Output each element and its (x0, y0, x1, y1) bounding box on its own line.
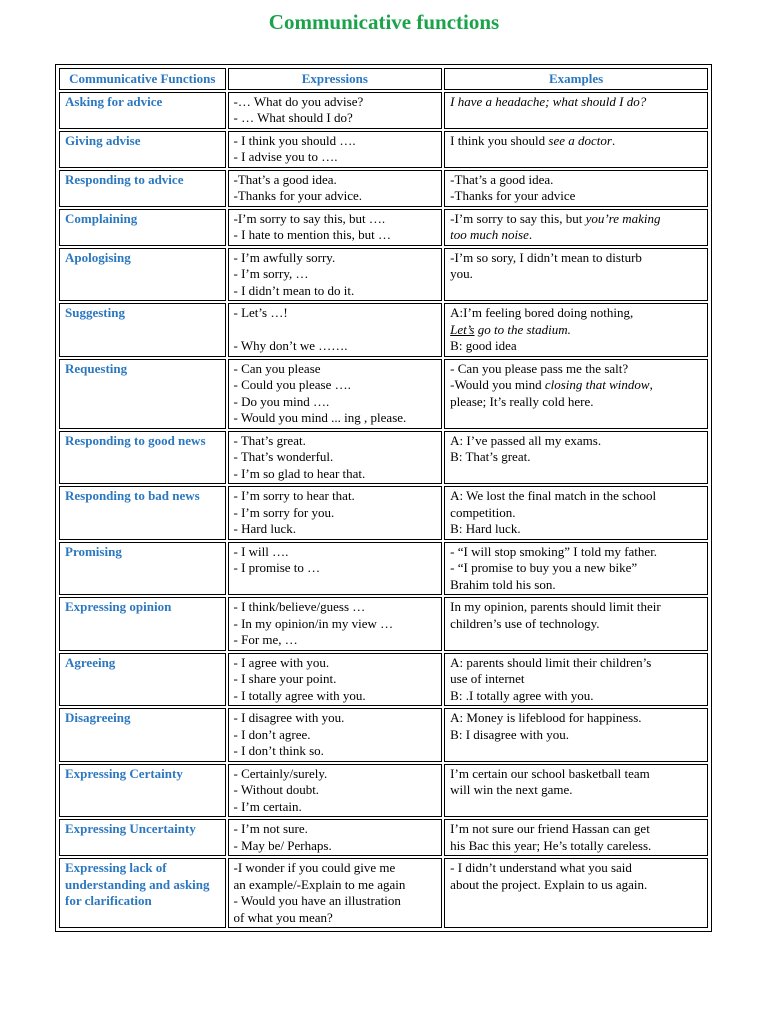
expression-line: - Hard luck. (233, 521, 296, 536)
table-row (59, 248, 708, 302)
table-row (59, 486, 708, 540)
example-line (450, 544, 703, 561)
expressions-cell (228, 209, 443, 246)
example-line (450, 821, 703, 838)
example-text: see a doctor (548, 132, 612, 148)
example-line (450, 671, 703, 688)
example-cell (444, 359, 708, 429)
expression-line: - Can you please (233, 360, 321, 376)
function-name-cell: Giving advise (59, 131, 226, 168)
expression-line: - I don’t agree. (233, 726, 311, 742)
page-title: Communicative functions (268, 10, 500, 34)
expressions-cell (228, 359, 443, 429)
expression-line: - I promise to … (233, 560, 321, 575)
example-cell (444, 597, 708, 651)
example-text: A:I’m feeling bored doing nothing, (450, 305, 634, 320)
example-text: use of internet (450, 671, 525, 686)
function-name-cell: Apologising (59, 248, 226, 302)
expressions-cell (228, 486, 443, 540)
function-name-cell: Expressing opinion (59, 597, 226, 651)
example-text: closing that window (544, 377, 650, 392)
expression-line: - I didn’t mean to do it. (233, 282, 355, 298)
example-cell (444, 764, 708, 818)
example-line (450, 710, 703, 727)
example-cell (444, 92, 708, 129)
expressions-cell (228, 708, 443, 762)
expression-line: - Without doubt. (233, 782, 320, 797)
expression-line: -Thanks for your advice. (233, 188, 363, 203)
example-text: - Can you please pass me the salt? (450, 360, 629, 376)
example-text: B: Hard luck. (450, 521, 521, 536)
expression-line: - I share your point. (233, 671, 337, 686)
function-name-cell: Promising (59, 542, 226, 596)
expression-line: - I’m awfully sorry. (233, 249, 336, 265)
expression-line: - I’m not sure. (233, 821, 308, 836)
table-row (59, 764, 708, 818)
example-text: - “I will stop smoking” I told my father. (450, 543, 658, 559)
function-name-cell: Suggesting (59, 303, 226, 357)
functions-table-frame (55, 64, 712, 932)
example-text: you. (450, 266, 473, 281)
table-row (59, 209, 708, 246)
expression-line: -That’s a good idea. (233, 171, 337, 187)
example-line (450, 94, 703, 111)
table-row (59, 819, 708, 856)
example-line (450, 377, 703, 394)
example-line (450, 449, 703, 466)
example-text: In my opinion, parents should limit their (450, 599, 661, 614)
expressions-cell (228, 170, 443, 207)
table-row (59, 858, 708, 928)
header-examples: Examples (444, 68, 708, 90)
example-text: -I’m sorry to say this, but (450, 210, 586, 226)
table-row (59, 708, 708, 762)
table-row (59, 131, 708, 168)
example-text: A: parents should limit their children’s (450, 654, 652, 670)
example-text: B: I disagree with you. (450, 726, 569, 742)
expression-line: - I agree with you. (233, 654, 330, 670)
expression-line: -I wonder if you could give me (233, 860, 396, 875)
example-line (450, 521, 703, 538)
expression-line: - Could you please …. (233, 377, 351, 392)
example-line (450, 616, 703, 633)
expression-line (234, 322, 438, 339)
expression-line: - I think you should …. (233, 132, 356, 148)
example-text: I’m not sure our friend Hassan can get (450, 821, 650, 836)
function-name-cell: Asking for advice (59, 92, 226, 129)
table-row (59, 653, 708, 707)
example-text: B: .I totally agree with you. (450, 687, 594, 703)
example-text: children’s use of technology. (450, 615, 600, 631)
example-text: A: Money is lifeblood for happiness. (450, 710, 642, 725)
example-text: A: We lost the final match in the school (450, 488, 657, 503)
example-line (450, 172, 703, 189)
expressions-cell (228, 248, 443, 302)
expression-line: - I totally agree with you. (233, 687, 366, 703)
expression-line: - Do you mind …. (233, 393, 330, 409)
example-line (450, 838, 703, 855)
expression-line: - I’m certain. (233, 798, 302, 814)
function-name-cell: Expressing Certainty (59, 764, 226, 818)
example-line (450, 860, 703, 877)
example-text: -Would you mind (450, 377, 545, 392)
example-text: Let’s (450, 321, 475, 337)
example-text: A: I’ve passed all my exams. (450, 432, 602, 448)
expression-line: - I think/believe/guess … (233, 599, 366, 614)
example-text: his Bac this year; He’s totally careless. (450, 837, 652, 853)
expression-line: - … What should I do? (233, 110, 353, 125)
function-name-cell: Responding to advice (59, 170, 226, 207)
example-line (450, 877, 703, 894)
example-text: - I didn’t understand what you said (450, 860, 632, 875)
example-line (450, 505, 703, 522)
table-row (59, 431, 708, 485)
expression-line: - That’s great. (233, 432, 306, 448)
example-line (450, 577, 703, 594)
example-line (450, 727, 703, 744)
example-line (450, 560, 703, 577)
example-text: -Thanks for your advice (450, 188, 576, 203)
example-line (450, 133, 703, 150)
table-row (59, 597, 708, 651)
example-line (450, 211, 703, 228)
example-text: -That’s a good idea. (450, 171, 554, 187)
expression-line: - I disagree with you. (233, 710, 345, 725)
table-row (59, 303, 708, 357)
expressions-cell (228, 431, 443, 485)
example-text: I’m certain our school basketball team (450, 765, 650, 781)
example-text: I have a headache; what should I do? (450, 93, 647, 109)
example-text: will win the next game. (450, 782, 573, 797)
expression-line: - I’m so glad to hear that. (233, 465, 366, 481)
example-text: go to the stadium. (474, 321, 571, 337)
expressions-cell (228, 764, 443, 818)
example-line (450, 766, 703, 783)
header-expressions: Expressions (228, 68, 443, 90)
expression-line: - Why don’t we ……. (233, 338, 348, 353)
example-cell (444, 486, 708, 540)
example-cell (444, 653, 708, 707)
example-line (450, 688, 703, 705)
example-text: , (649, 377, 653, 392)
table-row (59, 92, 708, 129)
example-cell (444, 209, 708, 246)
table-row (59, 170, 708, 207)
function-name-cell: Complaining (59, 209, 226, 246)
example-line (450, 394, 703, 411)
example-cell (444, 170, 708, 207)
expressions-cell (228, 92, 443, 129)
example-text: B: That’s great. (450, 449, 531, 464)
table-row (59, 359, 708, 429)
example-line (450, 599, 703, 616)
expression-line: - Would you have an illustration (233, 893, 401, 908)
function-name-cell: Responding to bad news (59, 486, 226, 540)
example-cell (444, 431, 708, 485)
example-line (450, 488, 703, 505)
expression-line: - Certainly/surely. (233, 765, 328, 781)
example-line (450, 655, 703, 672)
example-text: competition. (450, 504, 516, 520)
expression-line: an example/-Explain to me again (233, 876, 406, 892)
example-line (450, 361, 703, 378)
example-text: you’re making (585, 210, 661, 226)
example-text: . (611, 132, 616, 148)
function-name-cell: Expressing Uncertainty (59, 819, 226, 856)
expression-line: - Let’s …! (233, 305, 288, 320)
example-cell (444, 542, 708, 596)
example-text: - “I promise to buy you a new bike” (450, 560, 638, 575)
example-line (450, 250, 703, 267)
example-cell (444, 248, 708, 302)
table-row (59, 542, 708, 596)
expression-line: - May be/ Perhaps. (233, 837, 332, 853)
header-communicative-functions: Communicative Functions (59, 68, 226, 90)
function-name-cell: Requesting (59, 359, 226, 429)
example-text: I think you should (450, 132, 549, 148)
expressions-cell (228, 303, 443, 357)
expression-line: - Would you mind ... ing , please. (233, 410, 407, 425)
function-name-cell: Agreeing (59, 653, 226, 707)
example-text: please; It’s really cold here. (450, 393, 594, 409)
expressions-cell (228, 542, 443, 596)
example-line (450, 227, 703, 244)
example-line (450, 188, 703, 205)
expression-line: - I don’t think so. (233, 743, 324, 758)
table-header-row (59, 68, 708, 90)
expression-line: - For me, … (233, 632, 298, 647)
example-cell (444, 131, 708, 168)
example-text: about the project. Explain to us again. (450, 876, 648, 892)
expression-line: - I’m sorry for you. (233, 504, 335, 520)
expressions-cell (228, 819, 443, 856)
example-line (450, 433, 703, 450)
example-text: -I’m so sory, I didn’t mean to disturb (450, 249, 642, 265)
function-name-cell: Expressing lack of understanding and asking for clarification (59, 858, 226, 928)
expression-line: - I advise you to …. (233, 149, 338, 164)
function-name-cell: Disagreeing (59, 708, 226, 762)
example-cell (444, 708, 708, 762)
example-text: B: good idea (450, 338, 517, 353)
expression-line: - In my opinion/in my view … (233, 615, 394, 631)
expression-line: - I will …. (233, 543, 289, 559)
expressions-cell (228, 597, 443, 651)
expressions-cell (228, 131, 443, 168)
expression-line: - That’s wonderful. (233, 449, 334, 464)
example-line (450, 338, 703, 355)
example-line (450, 305, 703, 322)
expression-line: - I’m sorry, … (233, 266, 309, 281)
example-line (450, 782, 703, 799)
example-cell (444, 819, 708, 856)
example-cell (444, 303, 708, 357)
example-cell (444, 858, 708, 928)
example-text: Brahim told his son. (450, 576, 556, 592)
example-line (450, 322, 703, 339)
function-name-cell: Responding to good news (59, 431, 226, 485)
expression-line: of what you mean? (233, 909, 333, 925)
expression-line: -I’m sorry to say this, but …. (233, 210, 386, 226)
example-line (450, 266, 703, 283)
expression-line: -… What do you advise? (233, 93, 364, 109)
expression-line: - I hate to mention this, but … (233, 227, 391, 242)
expressions-cell (228, 653, 443, 707)
expressions-cell (228, 858, 443, 928)
example-text: too much noise (450, 227, 529, 242)
expression-line: - I’m sorry to hear that. (233, 488, 355, 503)
communicative-functions-table (57, 66, 710, 930)
example-text: . (528, 227, 533, 242)
